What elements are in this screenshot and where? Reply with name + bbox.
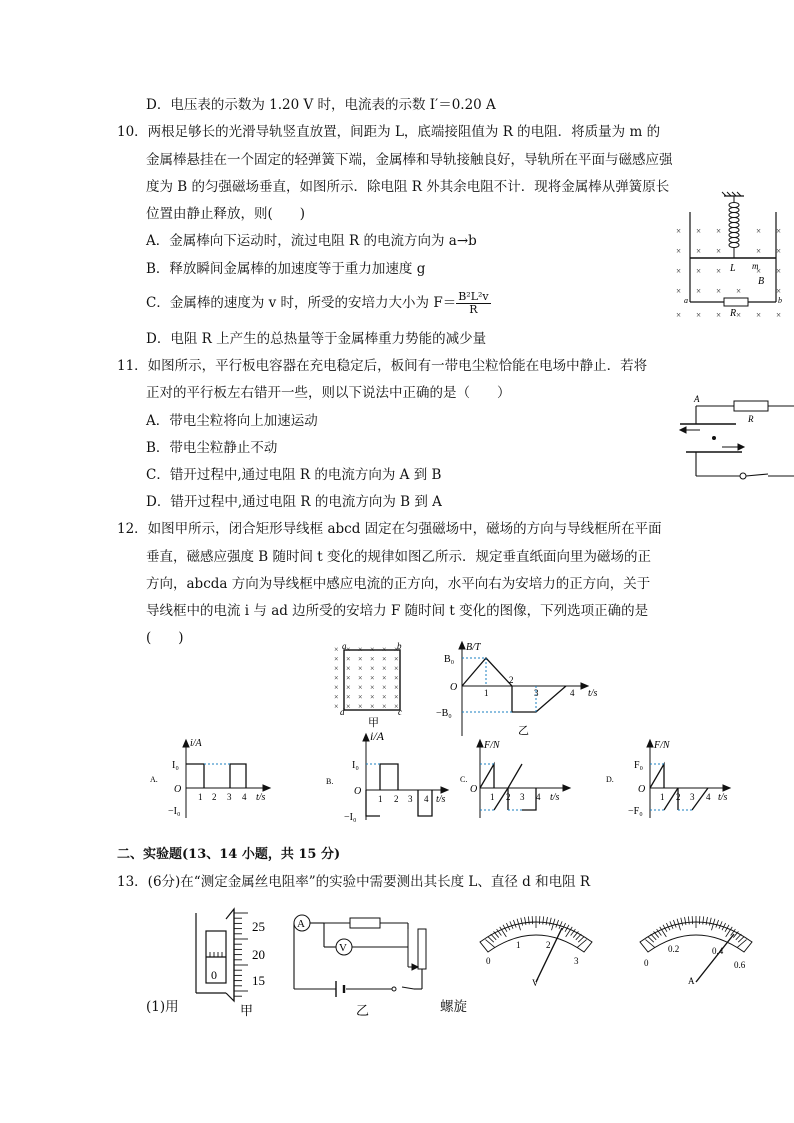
y-axis-label: F/N bbox=[484, 740, 500, 751]
ammeter-dial bbox=[634, 908, 758, 988]
field-cross: × bbox=[346, 702, 351, 711]
tick-0-6: 0.6 bbox=[734, 960, 746, 970]
q11-line-2: 正对的平行板左右错开一些，则以下说法中正确的是（ ） bbox=[146, 385, 511, 401]
q10-line-4: 位置由静止释放，则( ) bbox=[146, 206, 306, 222]
field-cross: × bbox=[370, 692, 375, 702]
field-cross: × bbox=[334, 654, 339, 664]
tick-4: 4 bbox=[424, 794, 429, 804]
unit-label: A bbox=[688, 976, 695, 986]
voltmeter-symbol: V bbox=[339, 942, 347, 954]
tick-0: 0 bbox=[486, 956, 491, 966]
tick-3: 3 bbox=[227, 792, 232, 802]
field-cross: × bbox=[346, 683, 351, 692]
label-i0: I₀ bbox=[172, 760, 179, 771]
label-neg-b0: −B₀ bbox=[436, 708, 452, 719]
caption-yi: 乙 bbox=[356, 1003, 370, 1018]
label-b: b bbox=[397, 641, 402, 651]
formula-fraction bbox=[456, 291, 490, 316]
field-cross: × bbox=[334, 645, 339, 654]
x-axis-label: t/s bbox=[256, 792, 266, 803]
tick-1: 1 bbox=[198, 792, 203, 802]
q12-figure-yi bbox=[432, 640, 600, 740]
tick-2: 2 bbox=[394, 794, 399, 804]
q10-option-b: B．释放瞬间金属棒的加速度等于重力加速度 g bbox=[146, 261, 426, 277]
field-cross: × bbox=[370, 654, 375, 664]
resistor-r bbox=[724, 298, 748, 306]
q13-part-1: (1)用 bbox=[146, 999, 179, 1015]
svg-text:×: × bbox=[716, 246, 722, 256]
label-a: a bbox=[342, 641, 347, 651]
q11-capacitor-figure bbox=[676, 392, 794, 490]
y-axis-label: F/N bbox=[654, 740, 670, 751]
caption-jia: 甲 bbox=[240, 1003, 254, 1018]
svg-text:×: × bbox=[736, 286, 742, 296]
svg-text:×: × bbox=[756, 246, 762, 256]
q11-option-b: B．带电尘粒静止不动 bbox=[146, 440, 278, 456]
scale-25: 25 bbox=[252, 919, 265, 934]
tick-4: 4 bbox=[570, 688, 575, 698]
tick-2: 2 bbox=[546, 940, 551, 950]
label-b: B bbox=[758, 276, 765, 287]
svg-text:×: × bbox=[696, 226, 702, 236]
tick-0: 0 bbox=[644, 958, 649, 968]
field-cross: × bbox=[358, 683, 363, 692]
origin-label: O bbox=[354, 786, 362, 797]
origin-label: O bbox=[470, 784, 478, 795]
field-cross: × bbox=[382, 702, 387, 711]
q10-line-3: 度为 B 的匀强磁场垂直，如图所示．除电阻 R 外其余电阻不计．现将金属棒从弹簧原长 bbox=[146, 179, 670, 195]
rheostat bbox=[418, 929, 426, 969]
svg-text:×: × bbox=[756, 310, 762, 320]
svg-text:×: × bbox=[676, 246, 682, 256]
wire-resistor bbox=[350, 918, 380, 928]
x-axis-label: t/s bbox=[436, 794, 446, 805]
field-cross: × bbox=[370, 645, 375, 654]
label-a: A bbox=[694, 394, 700, 404]
label-neg-i0: −I₀ bbox=[168, 806, 181, 817]
q13-circuit-figure bbox=[284, 905, 444, 1017]
x-axis-label: t/s bbox=[588, 688, 598, 699]
tick-1: 1 bbox=[378, 794, 383, 804]
q13-micrometer-figure bbox=[190, 905, 280, 1017]
spring-icon bbox=[729, 196, 739, 258]
field-cross: × bbox=[346, 673, 351, 683]
tick-0-2: 0.2 bbox=[668, 944, 680, 954]
tick-3: 3 bbox=[534, 688, 539, 698]
dust-particle bbox=[712, 436, 716, 440]
svg-text:×: × bbox=[716, 226, 722, 236]
label-neg-i0: −I₀ bbox=[344, 812, 357, 823]
option-letter: A. bbox=[150, 775, 158, 784]
tick-4: 4 bbox=[242, 792, 247, 802]
q12-line-4: 导线框中的电流 i 与 ad 边所受的安培力 F 随时间 t 变化的图像，下列选项正确的是 bbox=[146, 603, 649, 619]
field-cross: × bbox=[346, 664, 351, 673]
svg-text:×: × bbox=[696, 286, 702, 296]
q11-option-a: A．带电尘粒将向上加速运动 bbox=[146, 413, 318, 429]
y-axis-label: B/T bbox=[466, 642, 481, 653]
formula-numerator: B²L²v bbox=[458, 290, 489, 303]
q10-option-c bbox=[146, 291, 491, 316]
q11-option-c: C．错开过程中,通过电阻 R 的电流方向为 A 到 B bbox=[146, 467, 442, 483]
option-letter: C. bbox=[460, 775, 468, 784]
q11-option-d: D．错开过程中,通过电阻 R 的电流方向为 B 到 A bbox=[146, 494, 442, 510]
tick-2: 2 bbox=[509, 675, 514, 685]
ceiling-support bbox=[722, 192, 744, 196]
field-cross: × bbox=[370, 664, 375, 673]
origin-label: O bbox=[450, 682, 458, 693]
scale-15: 15 bbox=[252, 973, 265, 988]
field-cross: × bbox=[370, 673, 375, 683]
field-cross: × bbox=[394, 702, 399, 711]
svg-text:×: × bbox=[696, 310, 702, 320]
section-2-heading: 二、实验题(13、14 小题，共 15 分) bbox=[117, 847, 341, 862]
field-cross: × bbox=[358, 702, 363, 711]
label-l: L bbox=[730, 263, 736, 274]
b-t-curve bbox=[462, 658, 566, 712]
origin-label: O bbox=[638, 784, 646, 795]
tick-2: 2 bbox=[506, 792, 511, 802]
tick-3: 3 bbox=[408, 794, 413, 804]
svg-text:×: × bbox=[716, 286, 722, 296]
svg-text:×: × bbox=[716, 266, 722, 276]
field-cross: × bbox=[346, 654, 351, 664]
q13-tail-text: 螺旋 bbox=[440, 999, 467, 1015]
q12-line-5: ( ) bbox=[146, 630, 184, 646]
svg-text:×: × bbox=[776, 266, 782, 276]
field-cross: × bbox=[346, 645, 351, 654]
tick-4: 4 bbox=[706, 792, 711, 802]
q12-option-d-graph bbox=[604, 738, 744, 822]
tick-0-4: 0.4 bbox=[712, 946, 724, 956]
q10-option-d: D．电阻 R 上产生的总热量等于金属棒重力势能的减少量 bbox=[146, 331, 487, 347]
y-axis-label: i/A bbox=[190, 738, 202, 749]
field-cross: × bbox=[358, 692, 363, 702]
caption-jia: 甲 bbox=[368, 717, 379, 729]
tick-2: 2 bbox=[676, 792, 681, 802]
field-cross: × bbox=[358, 654, 363, 664]
label-r: R bbox=[730, 308, 737, 319]
rails bbox=[690, 212, 776, 302]
option-letter: B. bbox=[326, 777, 334, 786]
field-cross: × bbox=[382, 664, 387, 673]
tick-4: 4 bbox=[536, 792, 541, 802]
field-cross: × bbox=[394, 664, 399, 673]
q13-line-1: 13．(6分)在“测定金属丝电阻率”的实验中需要测出其长度 L、直径 d 和电阻 R bbox=[117, 874, 591, 890]
battery-icon bbox=[336, 981, 344, 997]
field-cross: × bbox=[382, 654, 387, 664]
resistor-r bbox=[734, 401, 768, 411]
q10-option-a: A．金属棒向下运动时，流过电阻 R 的电流方向为 a→b bbox=[146, 233, 477, 249]
q10-option-c-text: C．金属棒的速度为 v 时，所受的安培力大小为 F＝ bbox=[146, 295, 457, 311]
field-cross: × bbox=[334, 673, 339, 683]
scale-20: 20 bbox=[252, 947, 265, 962]
tick-3: 3 bbox=[690, 792, 695, 802]
switch-terminal bbox=[740, 473, 746, 479]
field-cross: × bbox=[358, 645, 363, 654]
unit-label: V bbox=[532, 978, 539, 988]
svg-text:×: × bbox=[676, 266, 682, 276]
svg-text:×: × bbox=[696, 266, 702, 276]
field-cross: × bbox=[394, 645, 399, 654]
tick-1: 1 bbox=[490, 792, 495, 802]
q12-figure-jia bbox=[330, 640, 412, 728]
q12-line-3: 方向，abcda 方向为导线框中感应电流的正方向，水平向右为安培力的正方向，关于 bbox=[146, 576, 651, 592]
label-i0: I₀ bbox=[352, 760, 359, 771]
svg-text:×: × bbox=[776, 226, 782, 236]
voltmeter-dial bbox=[474, 908, 598, 988]
q9-option-d: D．电压表的示数为 1.20 V 时，电流表的示数 I′＝0.20 A bbox=[146, 97, 496, 113]
field-cross: × bbox=[382, 692, 387, 702]
svg-text:×: × bbox=[776, 246, 782, 256]
field-cross: × bbox=[382, 673, 387, 683]
tick-3: 3 bbox=[574, 956, 579, 966]
field-cross: × bbox=[346, 692, 351, 702]
scale-0: 0 bbox=[211, 968, 217, 982]
q10-line-1: 10．两根足够长的光滑导轨竖直放置，间距为 L，底端接阻值为 R 的电阻．将质量为 m 的 bbox=[117, 124, 661, 140]
svg-text:×: × bbox=[776, 286, 782, 296]
field-cross: × bbox=[334, 692, 339, 702]
tick-2: 2 bbox=[212, 792, 217, 802]
field-cross: × bbox=[370, 683, 375, 692]
x-axis-label: t/s bbox=[718, 792, 728, 803]
tick-3: 3 bbox=[520, 792, 525, 802]
origin-label: O bbox=[174, 784, 182, 795]
tick-1: 1 bbox=[660, 792, 665, 802]
field-cross: × bbox=[334, 683, 339, 692]
svg-text:×: × bbox=[736, 310, 742, 320]
svg-text:×: × bbox=[676, 310, 682, 320]
field-cross: × bbox=[394, 683, 399, 692]
field-cross: × bbox=[358, 673, 363, 683]
label-c: c bbox=[398, 707, 402, 717]
field-cross: × bbox=[394, 673, 399, 683]
tick-1: 1 bbox=[484, 688, 489, 698]
caption-yi: 乙 bbox=[518, 725, 529, 737]
q12-line-2: 垂直，磁感应强度 B 随时间 t 变化的规律如图乙所示．规定垂直纸面向里为磁场的正 bbox=[146, 549, 652, 565]
tick-1: 1 bbox=[516, 940, 521, 950]
label-m: m bbox=[752, 261, 759, 271]
label-r: R bbox=[748, 414, 754, 424]
svg-text:×: × bbox=[696, 246, 702, 256]
label-b-end: b bbox=[778, 296, 782, 305]
q10-rail-figure bbox=[672, 190, 794, 325]
svg-text:×: × bbox=[676, 286, 682, 296]
field-cross: × bbox=[358, 664, 363, 673]
switch-terminal bbox=[392, 987, 396, 991]
q12-line-1: 12．如图甲所示，闭合矩形导线框 abcd 固定在匀强磁场中，磁场的方向与导线框所在平面 bbox=[117, 521, 662, 537]
ammeter-symbol: A bbox=[297, 918, 305, 930]
svg-text:×: × bbox=[756, 266, 762, 276]
svg-text:×: × bbox=[776, 310, 782, 320]
q12-option-c-graph bbox=[462, 738, 582, 822]
svg-text:×: × bbox=[716, 310, 722, 320]
x-axis-label: t/s bbox=[550, 792, 560, 803]
svg-text:×: × bbox=[676, 226, 682, 236]
arrow-left-icon bbox=[680, 427, 700, 433]
rheostat-slider bbox=[408, 929, 418, 970]
label-a: a bbox=[684, 296, 688, 305]
svg-text:×: × bbox=[756, 226, 762, 236]
q10-line-2: 金属棒悬挂在一个固定的轻弹簧下端，金属棒和导轨接触良好，导轨所在平面与磁感应强 bbox=[146, 152, 673, 168]
label-neg-f0: −F₀ bbox=[628, 806, 643, 817]
formula-denominator: R bbox=[469, 303, 478, 316]
option-letter: D. bbox=[606, 775, 614, 784]
field-cross: × bbox=[334, 702, 339, 711]
field-cross: × bbox=[370, 702, 375, 711]
field-cross: × bbox=[334, 664, 339, 673]
q11-line-1: 11．如图所示，平行板电容器在充电稳定后，板间有一带电尘粒恰能在电场中静止．若将 bbox=[117, 358, 648, 374]
q12-option-b-graph bbox=[322, 728, 462, 824]
arrow-right-icon bbox=[722, 444, 744, 450]
field-cross: × bbox=[394, 692, 399, 702]
q12-option-a-graph bbox=[146, 738, 286, 820]
label-b0: B₀ bbox=[444, 654, 455, 665]
field-cross: × bbox=[382, 683, 387, 692]
label-f0: F₀ bbox=[634, 760, 644, 771]
field-cross: × bbox=[394, 654, 399, 664]
label-d: d bbox=[340, 707, 345, 717]
y-axis-label: i/A bbox=[370, 729, 384, 743]
field-cross: × bbox=[382, 645, 387, 654]
